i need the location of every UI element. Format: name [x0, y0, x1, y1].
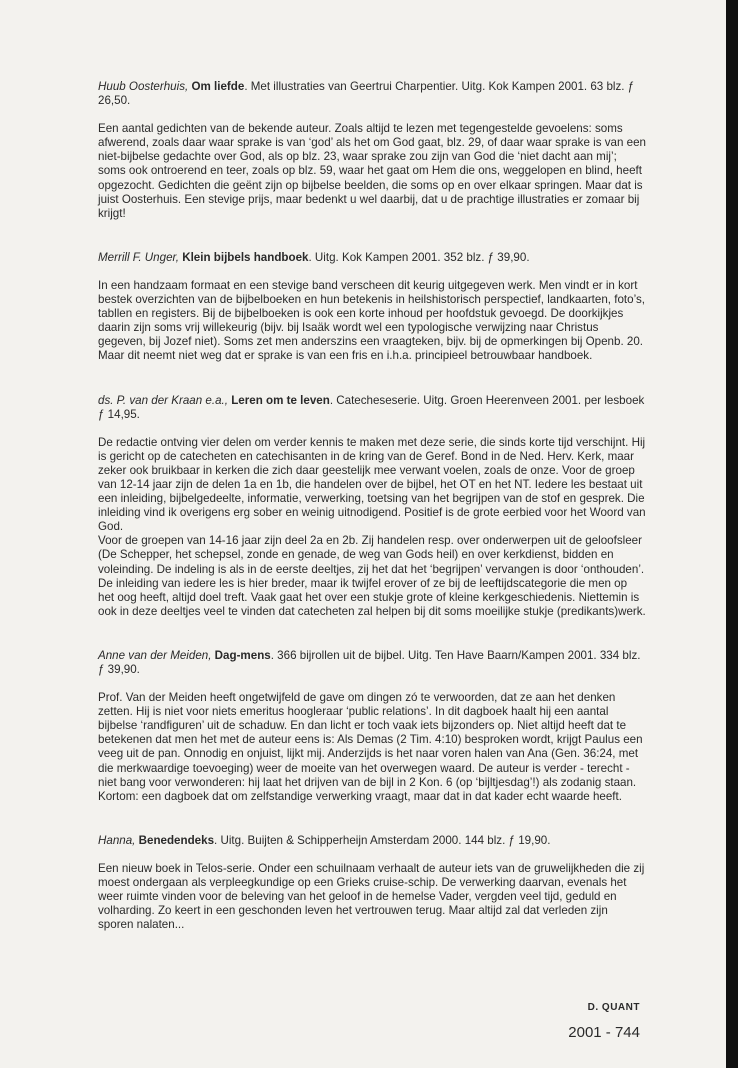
review-author: Hanna, [98, 833, 136, 847]
review-heading [98, 251, 646, 265]
review-leren-om-te-leven [98, 394, 646, 619]
review-publication-info: . Met illustraties van Geertrui Charpentier. Uitg. Kok Kampen 2001. 63 blz. ƒ 26,50. [98, 80, 635, 108]
review-title: Benedendeks [138, 833, 215, 847]
review-benedendeks [98, 834, 646, 933]
review-author: ds. P. van der Kraan e.a., [98, 393, 228, 407]
review-dag-mens [98, 649, 646, 804]
review-author: Huub Oosterhuis, [98, 80, 189, 93]
review-klein-bijbels-handboek [98, 251, 646, 364]
review-paragraph: Prof. Van der Meiden heeft ongetwijfeld de gave om dingen zó te verwoorden, dat ze aan het denken zetten. Hij is niet voor niets emeritus hoogleraar ‘public relations’. In dit dagboek haalt hij een aantal bijbelse ‘randfiguren’ uit de schaduw. En dan licht er toch vaak iets bijzonders op. Niet altijd heeft dat te betekenen dat men het met de auteur eens is: Als Demas (2 Tim. 4:10) besproken wordt, krijgt Paulus een veeg uit de pan. Onnodig en onjuist, lijkt mij. Anderzijds is het naar voren halen van Ana (Gen. 36:24, met die merkwaardige toevoeging) weer de moeite van het overwegen waard. De auteur is verder - terecht - niet bang voor verwonderen: hij laat het drijven van de bijl in 2 Kon. 6 (op ‘bijltjesdag’!) als zodanig staan. Kortom: een dagboek dat om zelfstandige verwerking vraagt, maar dat in dat kader echt waarde heeft. [98, 691, 643, 803]
review-publication-info: . Uitg. Kok Kampen 2001. 352 blz. ƒ 39,90. [308, 250, 530, 264]
review-paragraph: Een aantal gedichten van de bekende auteur. Zoals altijd te lezen met tegengestelde gevoelens: soms afwerend, zoals daar waar sprake is van ‘god’ als het om God gaat, blz. 29, of daar waar sprake is van een niet-bijbelse gedachte over God, als op blz. 23, waar sprake zou zijn van God die ‘niet dacht aan mij’; soms ook ontroerend en teer, zoals op blz. 59, waar het gaat om Hem die ons, weggelopen en blind, heeft opgezocht. Gedichten die geënt zijn op bijbelse beelden, die soms op en over elkaar springen. Maar dat is juist Oosterhuis. Een stevige prijs, maar bedenkt u wel daarbij, dat u de prachtige illustraties er zomaar bij krijgt! [98, 122, 646, 220]
review-heading [98, 649, 646, 677]
review-paragraph: Voor de groepen van 14-16 jaar zijn deel 2a en 2b. Zij handelen resp. over onderwerpen uit de geloofsleer (De Schepper, het schepsel, zonde en genade, de weg van Gods heil) en over kerkdienst, bidden en voleinding. De indeling is als in de eerste deeltjes, zij het dat het ‘begrijpen’ vervangen is door ‘onthouden’. De inleiding van iedere les is hier breder, maar ik twijfel erover of ze bij de leeftijdscategorie die men op het oog heeft, altijd doel treft. Vaak gaat het over een stukje grote of kleine kerkgeschiedenis. Niettemin is ook in deze deeltjes veel te vinden dat catecheten zal helpen bij dit soms moeilijke stukje (predikants)werk. [98, 534, 646, 618]
review-body [98, 436, 646, 619]
review-body [98, 691, 646, 804]
review-heading [98, 80, 646, 108]
review-title: Leren om te leven [231, 393, 330, 407]
review-publication-info: . 366 bijrollen uit de bijbel. Uitg. Ten Have Baarn/Kampen 2001. 334 blz. ƒ 39,90. [98, 648, 641, 676]
page-number: 2001 - 744 [568, 1024, 640, 1041]
review-paragraph: In een handzaam formaat en een stevige band verscheen dit keurig uitgegeven werk. Men vindt er in kort bestek overzichten van de bijbelboeken en hun betekenis in heilshistorisch perspectief, landkaarten, foto’s, tabllen en registers. Bij de bijbelboeken is ook een korte inhoud per hoofdstuk gevoegd. De doorkijkjes daarin zijn soms vrij willekeurig (bijv. bij Isaäk wordt wel een typologische verwijzing naar Christus gegeven, bij Jozef niet). Soms zet men anderszins een vraagteken, bijv. bij de opmerkingen bij Openb. 20. Maar dit neemt niet weg dat er sprake is van een fris en i.h.a. principieel betrouwbaar handboek. [98, 278, 645, 363]
review-body [98, 279, 646, 364]
review-paragraph: Een nieuw boek in Telos-serie. Onder een schuilnaam verhaalt de auteur iets van de gruwelijkheden die zij moest ondergaan als verpleegkundige op een Grieks cruise-schip. De verwerking daarvan, evenals het weer ruimte vinden voor de beleving van het geloof in de hemelse Vader, vergden veel tijd, geduld en volharding. Zo keert in een geschonden leven het vertrouwen terug. Maar altijd zal dat verleden zijn sporen nalaten... [98, 861, 645, 932]
review-author: Anne van der Meiden, [98, 648, 212, 662]
review-title: Om liefde [191, 80, 245, 93]
review-title: Dag-mens [214, 648, 271, 662]
review-publication-info: . Uitg. Buijten & Schipperheijn Amsterdam 2000. 144 blz. ƒ 19,90. [214, 833, 551, 847]
scan-edge-band [726, 0, 738, 1068]
review-author: Merrill F. Unger, [98, 250, 179, 264]
reviewer-signature: D. QUANT [587, 1002, 640, 1013]
review-body [98, 862, 646, 932]
reviews-column [98, 80, 646, 962]
review-heading [98, 834, 646, 848]
review-paragraph: De redactie ontving vier delen om verder kennis te maken met deze serie, die sinds korte tijd verschijnt. Hij is gericht op de catecheten en catechisanten in de kring van de Geref. Bond in de Ned. Herv. Kerk, maar zeker ook bruikbaar in kerken die zich daar geestelijk mee verwant voelen, zoals de onze. Voor de groep van 12-14 jaar zijn de delen 1a en 1b, die handelen over de bijbel, het OT en het NT. Iedere les bestaat uit een inleiding, bijbelgedeelte, informatie, verwerking, toetsing van het begrijpen van de stof en gesprek. Die inleiding vind ik overigens erg sober en weinig uitnodigend. Positief is de grote eerbied voor het Woord van God. [98, 435, 646, 534]
review-title: Klein bijbels handboek [182, 250, 309, 264]
review-body [98, 122, 646, 221]
review-publication-info: . Catecheseserie. Uitg. Groen Heerenveen 2001. per lesboek ƒ 14,95. [98, 393, 645, 421]
review-om-liefde [98, 80, 646, 221]
review-heading [98, 394, 646, 422]
